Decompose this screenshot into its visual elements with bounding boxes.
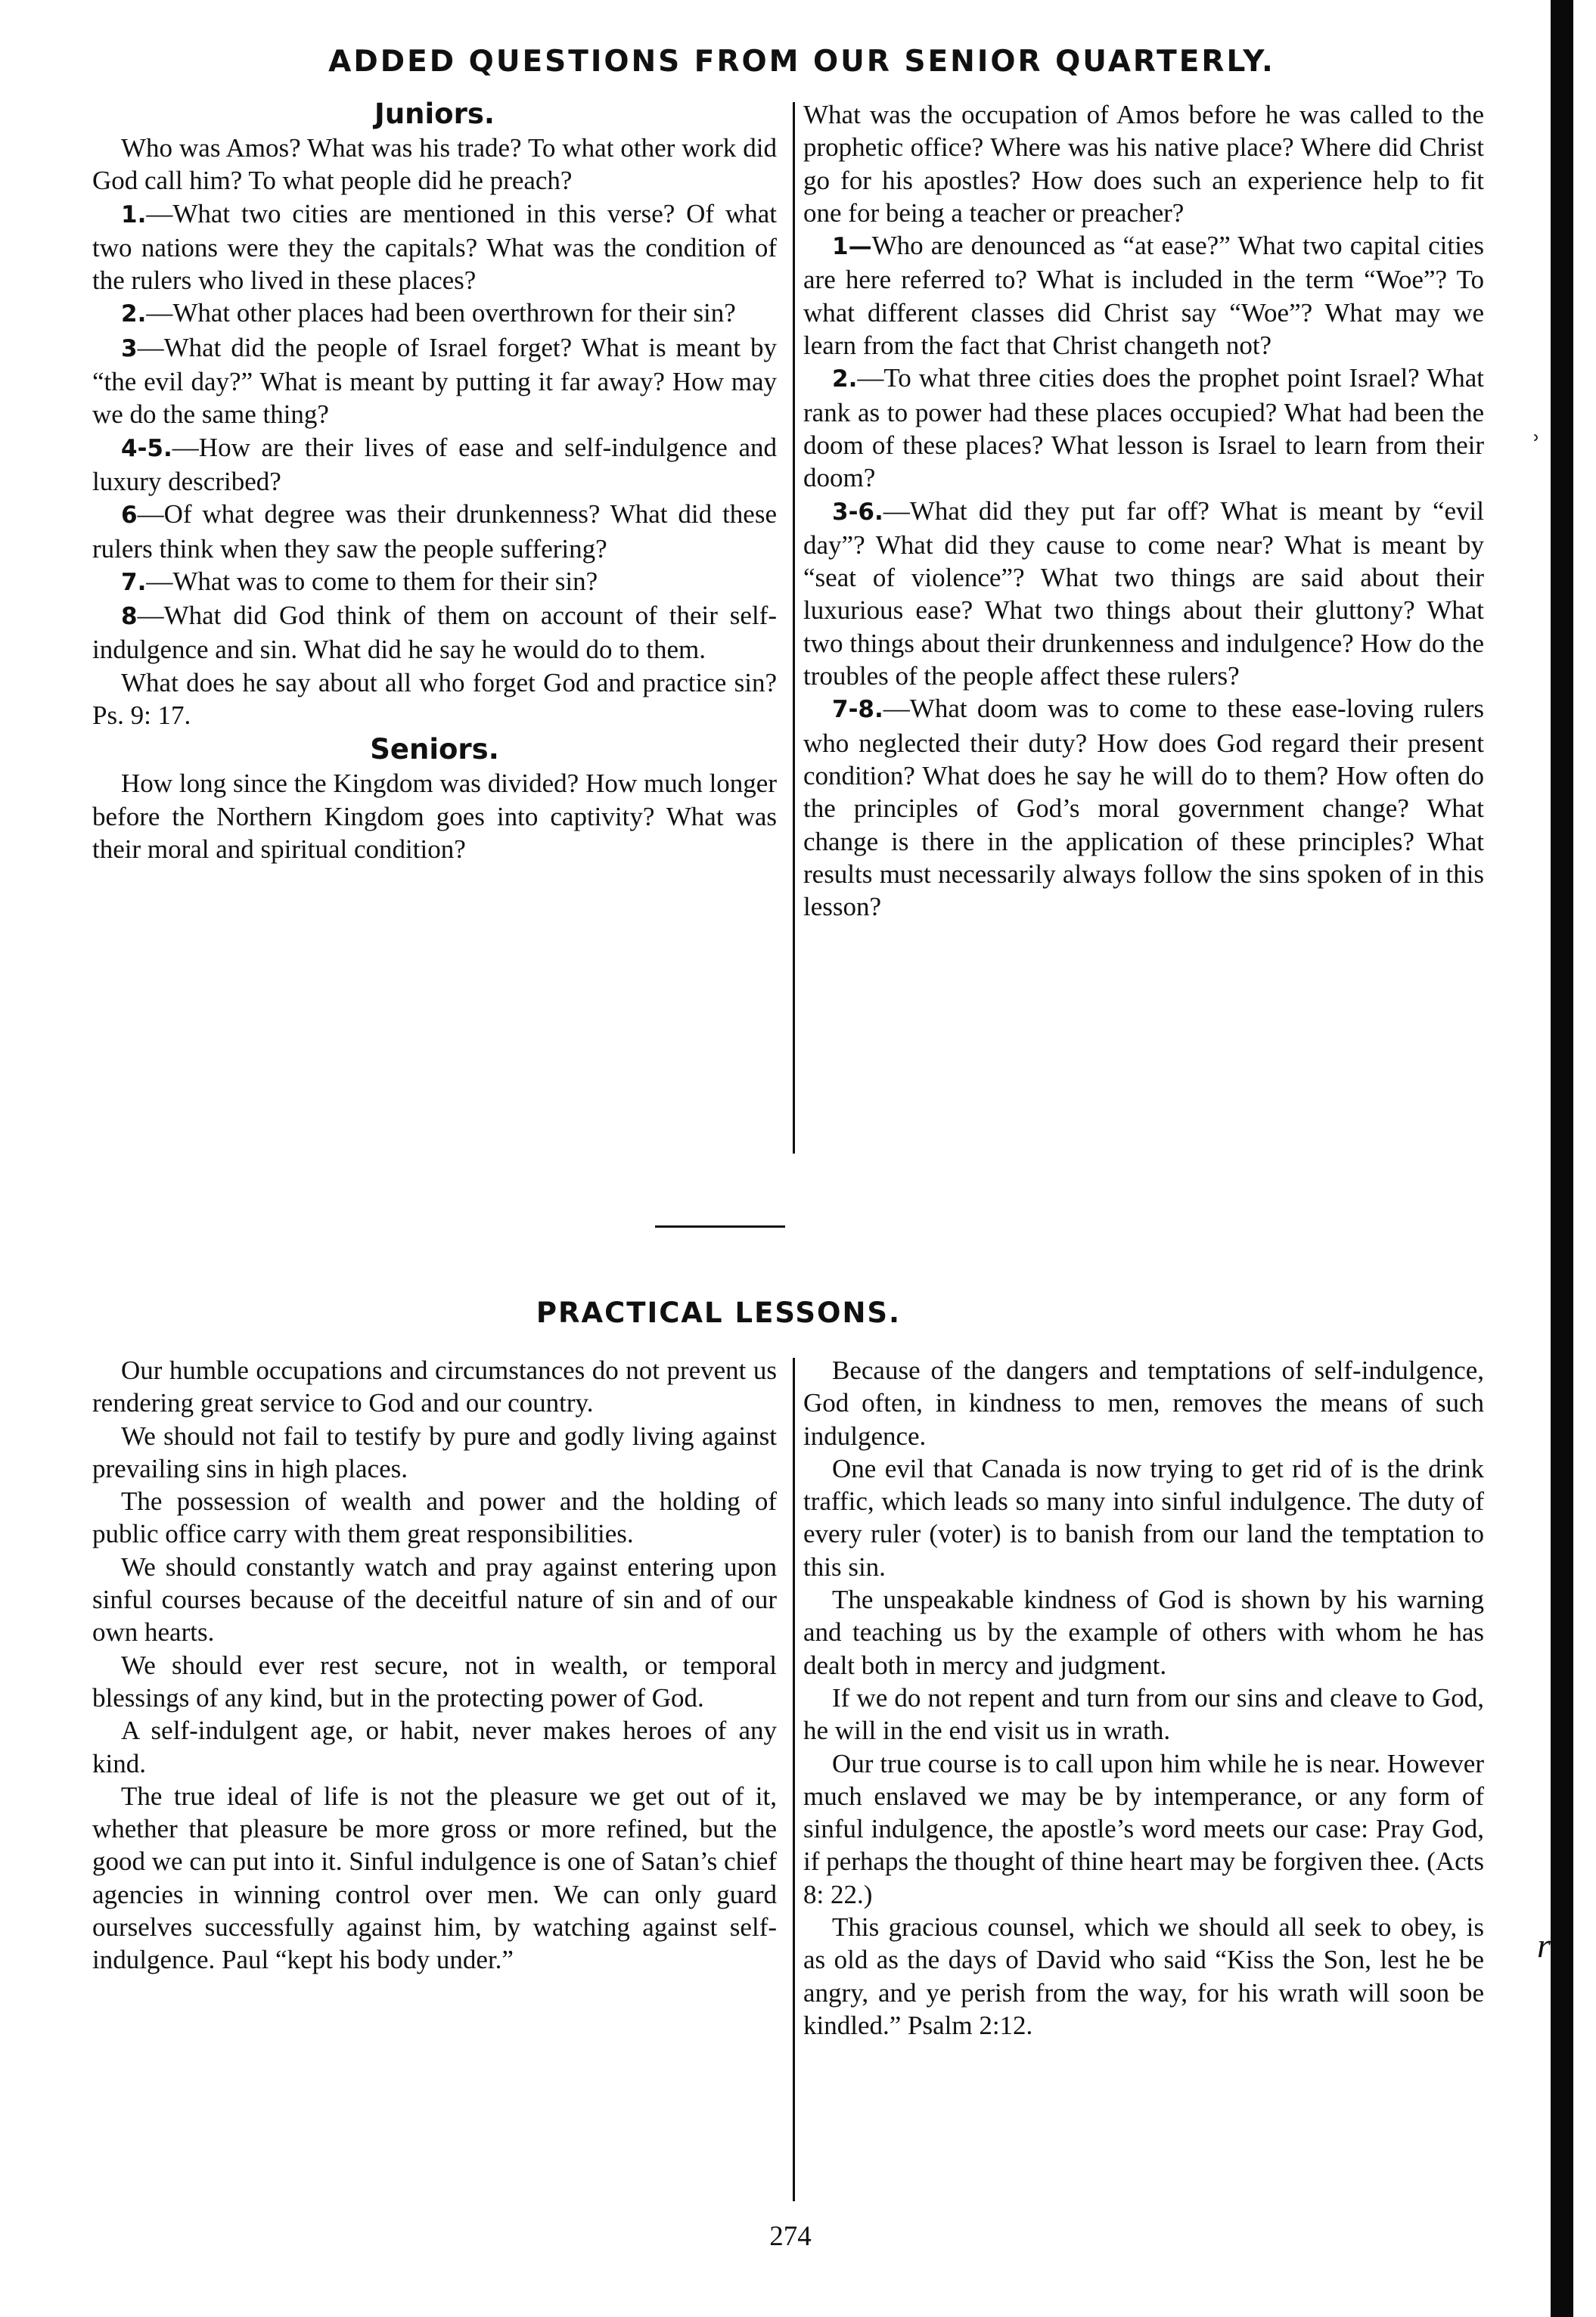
column-rule xyxy=(793,1358,795,2201)
page-edge-bar xyxy=(1551,0,1573,2317)
lesson-paragraph: This gracious counsel, which we should all seek to obey, is as old as the days of David who said “Kiss the Son, lest he be angry, and ye perish from the way, for his wrath will soon be kindled.” Psalm 2:12. xyxy=(803,1912,1484,2040)
question-text: —What two cities are mentioned in this verse? Of what two nations were they the capitals? What was the condition of the rulers who lived in these places? xyxy=(92,198,777,296)
question-number: 7-8. xyxy=(832,696,883,724)
lesson-paragraph: Our true course is to call upon him while he is near. However much enslaved we may be by intemperance, or any form of sinful indulgence, the apostle’s word meets our case: Pray God, if perhaps the thought of thine heart may be forgiven thee. (Acts 8: 22.) xyxy=(803,1748,1484,1909)
question-text: Who are denounced as “at ease?” What two capital cities are here referred to? What is included in the term “Woe”? To what different classes did Christ say “Woe”? What may we learn from the fact that Christ changeth not? xyxy=(803,231,1484,361)
lesson-paragraph: If we do not repent and turn from our sins and cleave to God, he will in the end visit us in wrath. xyxy=(803,1682,1484,1746)
questions-right-column xyxy=(803,98,1484,923)
juniors-intro: Who was Amos? What was his trade? To what other work did God call him? To what people did he preach? xyxy=(92,133,777,196)
questions-left-column xyxy=(92,96,777,865)
juniors-heading: Juniors. xyxy=(374,98,495,130)
question-number: 7. xyxy=(121,568,147,596)
question-item xyxy=(92,297,777,331)
question-number: 4-5. xyxy=(121,434,172,462)
margin-mark-upper: ʾ xyxy=(1528,428,1540,467)
question-number: 8 xyxy=(121,603,138,631)
lesson-paragraph: Our humble occupations and circumstances do not prevent us rendering great service to God and our country. xyxy=(92,1356,777,1418)
lesson-paragraph: The possession of wealth and power and the holding of public office carry with them great responsibilities. xyxy=(92,1486,777,1549)
juniors-closing: What does he say about all who forget God and practice sin? Ps. 9: 17. xyxy=(92,667,777,731)
question-number: 1. xyxy=(121,200,147,228)
question-text: —What did the people of Israel forget? What is meant by “the evil day?” What is meant by putting it far away? How may we do the same thing? xyxy=(92,332,777,430)
seniors-intro-continued: What was the occupation of Amos before he was called to the prophetic office? Where was his native place? Where did Christ go for his apostles? How does such an experience help to fit one for being a teacher or preacher? xyxy=(803,100,1484,228)
question-text: —What other places had been overthrown for their sin? xyxy=(146,298,736,328)
lesson-paragraph: The true ideal of life is not the pleasure we get out of it, whether that pleasure be more gross or more refined, but the good we can put into it. Sinful indulgence is one of Satan’s chief agencies in winning control over men. We can only guard ourselves successfully against him, by watching against self-indulgence. Paul “kept his body under.” xyxy=(92,1781,777,1975)
lesson-paragraph: We should not fail to testify by pure and godly living against prevailing sins in high places. xyxy=(92,1421,777,1483)
question-number: 6 xyxy=(121,502,138,530)
column-rule xyxy=(793,102,795,1154)
question-number: 2. xyxy=(832,365,858,393)
question-text: —Of what degree was their drunkenness? What did these rulers think when they saw the people suffering? xyxy=(92,499,777,564)
practical-lessons-heading: PRACTICAL LESSONS. xyxy=(536,1297,902,1329)
question-text: —What doom was to come to these ease-loving rulers who neglected their duty? How does God regard their present condition? What does he say he will do to them? How often do the principles of God’s moral government change? What change is there in the application of these principles? What results must necessarily always follow the sins spoken of in this lesson? xyxy=(803,694,1484,922)
page-header-title: ADDED QUESTIONS FROM OUR SENIOR QUARTERLY. xyxy=(328,45,1275,79)
question-text: —What was to come to them for their sin? xyxy=(146,566,598,596)
question-text: —To what three cities does the prophet point Israel? What rank as to power had these places occupied? What had been the doom of these places? What lesson is Israel to learn from their doom? xyxy=(803,363,1484,493)
lessons-right-column xyxy=(803,1354,1484,2042)
question-item xyxy=(92,431,777,498)
lesson-paragraph: The unspeakable kindness of God is shown by his warning and teaching us by the example of others with whom he has dealt both in mercy and judgment. xyxy=(803,1585,1484,1680)
lesson-paragraph: A self-indulgent age, or habit, never makes heroes of any kind. xyxy=(92,1716,777,1778)
lesson-paragraph: We should constantly watch and pray against entering upon sinful courses because of the deceitful nature of sin and of our own hearts. xyxy=(92,1551,777,1648)
question-item xyxy=(803,495,1484,693)
question-text: —What did God think of them on account of their self-indulgence and sin. What did he say he would do to them. xyxy=(92,601,777,665)
question-item xyxy=(92,331,777,431)
seniors-heading: Seniors. xyxy=(370,733,499,766)
seniors-intro: How long since the Kingdom was divided? How much longer before the Northern Kingdom goes into captivity? What was their moral and spiritual condition? xyxy=(92,769,777,864)
question-item xyxy=(92,498,777,565)
section-separator xyxy=(655,1225,785,1228)
margin-mark-lower: r xyxy=(1537,1926,1551,1964)
question-number: 2. xyxy=(121,300,147,328)
question-number: 3-6. xyxy=(832,498,883,526)
lessons-left-column xyxy=(92,1354,777,1977)
question-number: 3 xyxy=(121,334,138,362)
question-item xyxy=(92,565,777,599)
question-number: 1— xyxy=(832,233,872,261)
lesson-paragraph: We should ever rest secure, not in wealth, or temporal blessings of any kind, but in the protecting power of God. xyxy=(92,1650,777,1713)
lesson-paragraph: Because of the dangers and temptations of self-indulgence, God often, in kindness to men, removes the means of such indulgence. xyxy=(803,1356,1484,1451)
question-text: —How are their lives of ease and self-indulgence and luxury described? xyxy=(92,432,777,496)
question-item xyxy=(92,599,777,666)
question-item xyxy=(803,692,1484,923)
question-item xyxy=(803,362,1484,494)
question-item xyxy=(92,197,777,297)
page-number: 274 xyxy=(769,2221,812,2252)
question-text: —What did they put far off? What is meant by “evil day”? What did they cause to come near? What is meant by “seat of violence”? What two things are said about their luxurious ease? What two things about their gluttony? What two things about their drunkenness and indulgence? How do the troubles of the people affect these rulers? xyxy=(803,495,1484,691)
lesson-paragraph: One evil that Canada is now trying to get rid of is the drink traffic, which leads so many into sinful indulgence. The duty of every ruler (voter) is to banish from our land the temptation to this sin. xyxy=(803,1453,1484,1582)
question-item xyxy=(803,229,1484,362)
